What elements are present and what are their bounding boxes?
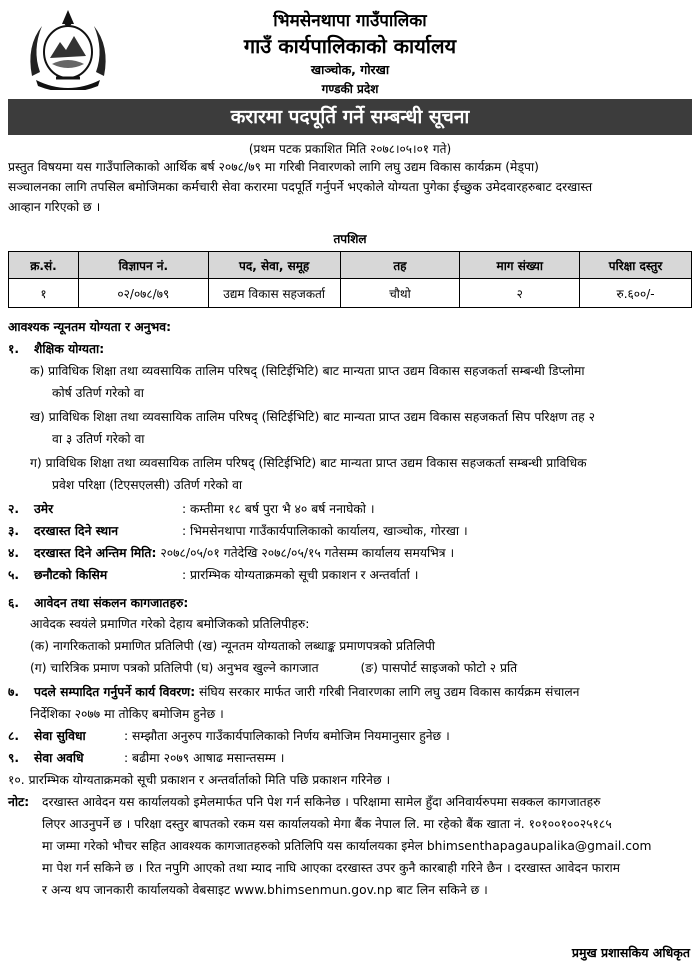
edu-item-marker: ख) <box>30 410 45 424</box>
edu-item-ka-cont: कोर्ष उतिर्ण गरेको वा <box>52 386 144 400</box>
intro-line: आव्हान गरिएको छ । <box>8 200 101 214</box>
signature-title: प्रमुख प्रशासकिय अधिकृत <box>571 945 690 960</box>
table-header-cell: तह <box>340 252 460 279</box>
item-number: १. <box>8 342 20 356</box>
table-cell: २ <box>460 279 580 308</box>
duty-row <box>8 683 692 700</box>
duty-text: संघिय सरकार मार्फत जारी गरिबी निवारणका लागि लघु उद्यम विकास कार्यक्रम संचालन <box>199 685 580 699</box>
edu-item-ga-cont: प्रवेश परिक्षा (टिएसएलसी) उतिर्ण गरेको वा <box>52 478 243 492</box>
office-name: गाउँ कार्यपालिकाको कार्यालय <box>243 34 457 58</box>
note-line: लिएर आउनुपर्ने छ । परिक्षा दस्तुर बापतको रकम यस कार्यालयको मेगा बैंक नेपाल लि. मा रहेको बैंक खाता नं. १०१००१००२५१८५ <box>42 817 612 831</box>
item-number: ३. <box>8 524 20 538</box>
table-header-cell: परिक्षा दस्तुर <box>580 252 692 279</box>
edu-item-ga <box>8 454 700 471</box>
field-label: दरखास्त दिने अन्तिम मिति: <box>34 546 157 560</box>
note-text: दरखास्त आवेदन यस कार्यालयको इमेलमार्फत पनि पेश गर्न सकिनेछ । परिक्षामा सामेल हुँदा अनिवार्यरुपमा सक्कल कागजातहरु <box>42 795 601 809</box>
note-line-1 <box>8 793 692 810</box>
edu-heading-row <box>8 340 692 357</box>
table-row <box>9 279 692 308</box>
note-line: र अन्य थप जानकारी कार्यालयको वेबसाइट www.bhimsenmun.gov.np बाट लिन सकिने छ । <box>42 883 488 897</box>
field-facilities <box>8 727 692 744</box>
field-duration <box>8 749 692 766</box>
docs-heading-row <box>8 594 692 611</box>
field-label: दरखास्त दिने स्थान <box>34 524 119 538</box>
field-age <box>8 500 692 517</box>
table-header-cell: विज्ञापन नं. <box>78 252 208 279</box>
item-number: ९. <box>8 751 20 765</box>
intro-line: प्रस्तुत विषयमा यस गाउँपालिकाको आर्थिक बर्ष २०७८/७९ मा गरिबी निवारणको लागि लघु उद्यम विकास कार्यक्रम (मेड्पा) <box>8 160 539 174</box>
field-value: : सम्झौता अनुरुप गाउँकार्यपालिकाको निर्णय बमोजिम नियमानुसार हुनेछ । <box>124 729 450 743</box>
vacancy-table <box>8 251 692 308</box>
item-number: ७. <box>8 685 20 699</box>
duty-text-cont: निर्देशिका २०७७ मा तोकिए बमोजिम हुनेछ । <box>30 707 224 721</box>
field-value: : कम्तीमा १८ बर्ष पुरा भै ४० बर्ष ननाघेको । <box>182 502 375 516</box>
notice-title: करारमा पदपूर्ति गर्ने सम्बन्धी सूचना <box>8 99 692 135</box>
table-cell: ०२/०७८/७९ <box>78 279 208 308</box>
note-line: मा जम्मा गरेको भौचर सहित आवश्यक कागजातहरुको प्रतिलिपि यस कार्यालयका इमेल bhimsenthapagaupalika@gmail.com <box>42 839 652 853</box>
intro-line: सञ्चालनका लागि तपसिल बमोजिमका कर्मचारी सेवा करारमा पदपूर्ति गर्नुपर्ने भएकोले योग्यता पुगेका ईच्छुक उमेदवारहरुबाट दरखास्त <box>8 180 593 194</box>
field-label: सेवा अवधि <box>34 751 84 765</box>
field-label: छनौटको किसिम <box>34 568 108 582</box>
note-label: नोट: <box>8 795 30 809</box>
field-value: : भिमसेनथापा गाउँकार्यपालिकाको कार्यालय, खाञ्चोक, गोरखा । <box>182 524 468 538</box>
tapsil-label: तपशिल <box>333 232 367 246</box>
item-number: ८. <box>8 729 20 743</box>
item-number: ६. <box>8 596 20 610</box>
note-line: मा पेश गर्न सकिने छ । रित नपुगि आएको तथा म्याद नाघि आएका दरखास्त उपर कुनै कारबाही गरिने छैन । दरखास्त आवेदन फाराम <box>42 861 621 875</box>
edu-item-text: प्राविधिक शिक्षा तथा व्यवसायिक तालिम परिषद् (सिटिईभिटि) बाट मान्यता प्राप्त उद्यम विकास सहजकर्ता सिप परिक्षण तह २ <box>48 410 595 424</box>
item-number: ५. <box>8 568 20 582</box>
duty-label: पदले सम्पादित गर्नुपर्ने कार्य विवरण: <box>34 685 196 699</box>
edu-item-ka <box>8 362 700 379</box>
docs-item: (ङ) पासपोर्ट साइजको फोटो २ प्रति <box>360 661 518 675</box>
field-label: सेवा सुविधा <box>34 729 86 743</box>
table-header-cell: क्र.सं. <box>9 252 79 279</box>
table-header-cell: माग संख्या <box>460 252 580 279</box>
field-value: २०७८/०५/०१ गतेदेखि २०७८/०५/१५ गतेसम्म कार्यालय समयभित्र । <box>160 546 455 560</box>
field-place <box>8 522 692 539</box>
field-value: : प्रारम्भिक योग्यताक्रमको सूची प्रकाशन र अन्तर्वार्ता । <box>182 568 419 582</box>
docs-item: (ग) चारित्रिक प्रमाण पत्रको प्रतिलिपी (घ) अनुभव खुल्ने कागजात <box>30 661 319 675</box>
intro-paragraph <box>8 157 692 217</box>
item-10: १०. प्रारम्भिक योग्यताक्रमको सूची प्रकाशन र अन्तर्वार्ताको मिति पछि प्रकाशन गरिनेछ । <box>8 773 391 787</box>
field-selection <box>8 566 692 583</box>
table-cell: १ <box>9 279 79 308</box>
table-cell: रु.६००/- <box>580 279 692 308</box>
field-deadline <box>8 544 692 561</box>
edu-item-marker: ग) <box>30 456 42 470</box>
docs-intro: आवेदक स्वयंले प्रमाणित गरेको देहाय बमोजिकको प्रतिलिपीहरु: <box>30 617 310 631</box>
docs-heading: आवेदन तथा संकलन कागजातहरु: <box>34 596 189 610</box>
edu-item-marker: क) <box>30 364 45 378</box>
table-cell: उद्यम विकास सहजकर्ता <box>208 279 340 308</box>
qualification-heading: आवश्यक न्यूनतम योग्यता र अनुभव: <box>8 320 172 334</box>
docs-line-1: (क) नागरिकताको प्रमाणित प्रतिलिपी (ख) न्यूनतम योग्यताको लब्धाङ्क प्रमाणपत्रको प्रतिलिपी <box>30 639 435 653</box>
edu-item-text: प्राविधिक शिक्षा तथा व्यवसायिक तालिम परिषद् (सिटिईभिटि) बाट मान्यता प्राप्त उद्यम विकास सहजकर्ता सम्बन्धी प्राविधिक <box>45 456 587 470</box>
publish-date: (प्रथम पटक प्रकाशित मिति २०७८।०५।०१ गते) <box>248 142 452 156</box>
office-address: खाञ्चोक, गोरखा <box>310 62 390 77</box>
edu-item-kha <box>8 408 700 425</box>
municipality-name: भिमसेनथापा गाउँपालिका <box>273 11 427 31</box>
edu-item-kha-cont: वा ३ उतिर्ण गरेको वा <box>52 432 145 446</box>
field-value: : बढीमा २०७९ आषाढ मसान्तसम्म । <box>124 751 285 765</box>
table-cell: चौथो <box>340 279 460 308</box>
item-number: ४. <box>8 546 20 560</box>
edu-heading: शैक्षिक योग्यता: <box>34 342 105 356</box>
table-header-cell: पद, सेवा, समूह <box>208 252 340 279</box>
edu-item-text: प्राविधिक शिक्षा तथा व्यवसायिक तालिम परिषद् (सिटिईभिटि) बाट मान्यता प्राप्त उद्यम विकास सहजकर्ता सम्बन्धी डिप्लोमा <box>48 364 585 378</box>
province-name: गण्डकी प्रदेश <box>321 82 379 96</box>
item-number: २. <box>8 502 20 516</box>
field-label: उमेर <box>34 502 54 516</box>
table-header-row <box>9 252 692 279</box>
docs-line-2 <box>8 659 700 676</box>
